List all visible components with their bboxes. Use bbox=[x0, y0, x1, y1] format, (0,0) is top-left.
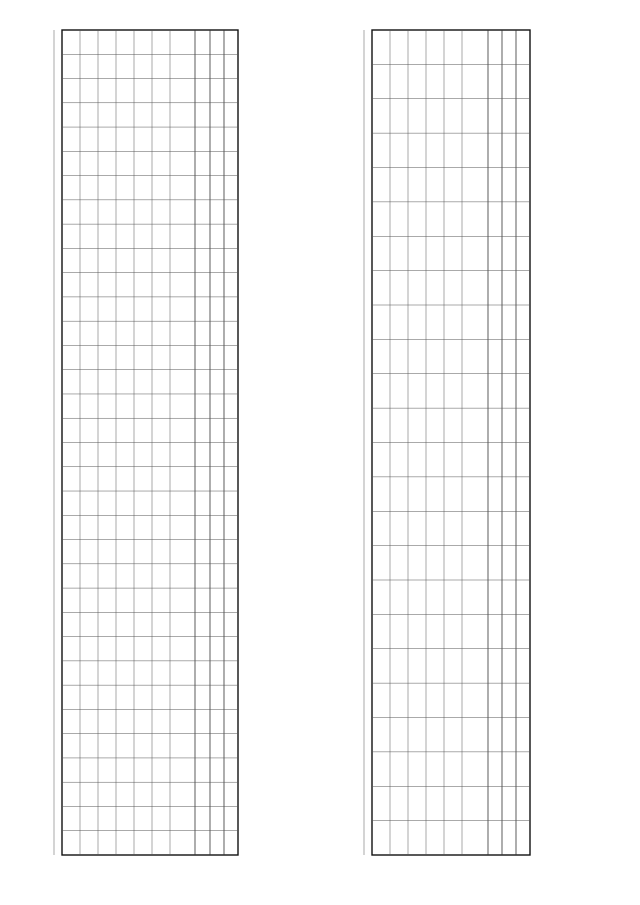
lower-table bbox=[372, 30, 530, 855]
upper-table-columns bbox=[62, 54, 238, 830]
lower-table-columns bbox=[372, 64, 530, 820]
upper-table bbox=[62, 30, 238, 855]
